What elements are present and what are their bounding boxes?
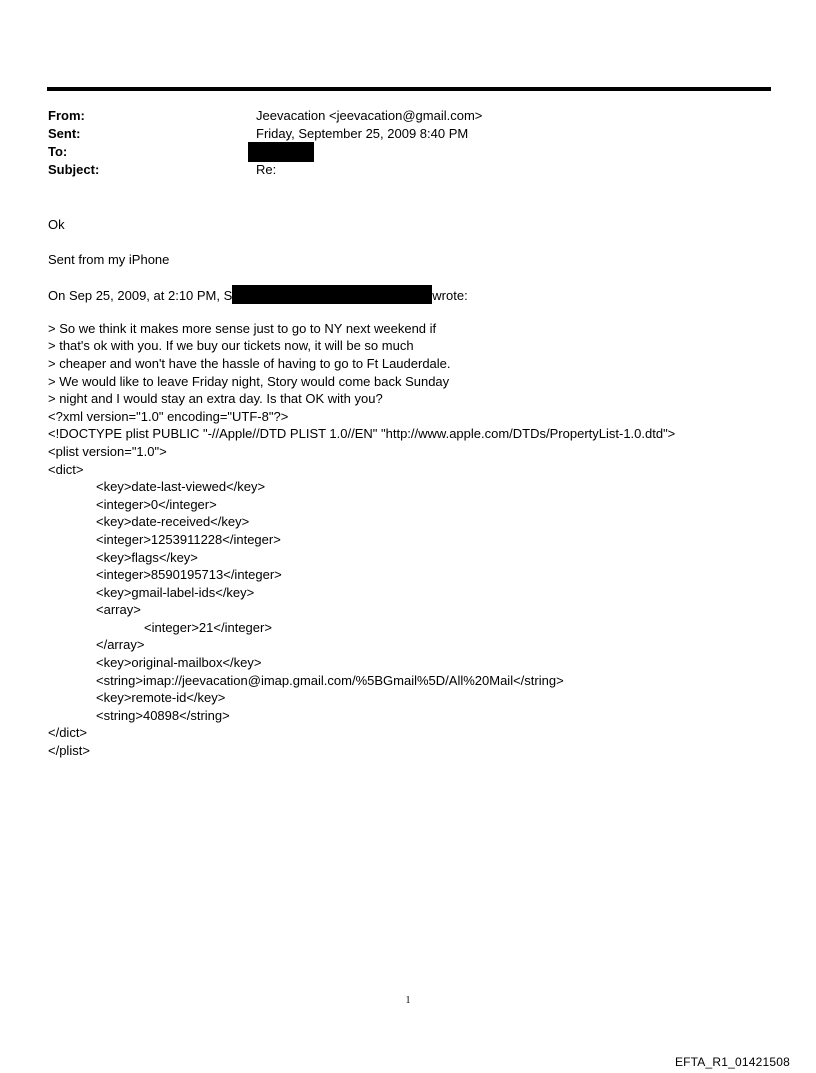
plist-metadata xyxy=(48,408,788,760)
email-header xyxy=(48,107,748,179)
plist-line: <!DOCTYPE plist PUBLIC "-//Apple//DTD PLIST 1.0//EN" "http://www.apple.com/DTDs/PropertyList-1.0.dtd"> xyxy=(48,426,676,442)
plist-line: <plist version="1.0"> xyxy=(48,443,167,459)
attribution-suffix: wrote: xyxy=(432,288,468,304)
from-row xyxy=(48,107,748,125)
quoted-line: > night and I would stay an extra day. Is that OK with you? xyxy=(48,391,383,407)
quoted-line: > We would like to leave Friday night, Story would come back Sunday xyxy=(48,373,450,389)
subject-value: Re: xyxy=(256,162,277,177)
quoted-line: > cheaper and won't have the hassle of having to go to Ft Lauderdale. xyxy=(48,355,451,371)
sent-label: Sent: xyxy=(48,126,81,141)
attribution-prefix: On Sep 25, 2009, at 2:10 PM, S xyxy=(48,288,233,304)
plist-line: </plist> xyxy=(48,743,90,759)
plist-line: <integer>8590195713</integer> xyxy=(96,567,282,583)
plist-line: <key>date-received</key> xyxy=(96,514,250,530)
from-value: Jeevacation <jeevacation@gmail.com> xyxy=(256,108,483,123)
plist-line: <?xml version="1.0" encoding="UTF-8"?> xyxy=(48,408,289,424)
redaction-box-recipient xyxy=(248,142,314,162)
to-row xyxy=(48,143,748,161)
plist-line: <array> xyxy=(96,602,141,618)
email-body xyxy=(48,216,788,760)
signature-text: Sent from my iPhone xyxy=(48,251,170,267)
plist-line: <integer>0</integer> xyxy=(96,496,217,512)
document-id: EFTA_R1_01421508 xyxy=(674,1055,790,1069)
plist-line: <key>flags</key> xyxy=(96,549,198,565)
quote-attribution xyxy=(48,285,788,303)
header-divider xyxy=(47,87,771,91)
plist-line: <integer>1253911228</integer> xyxy=(96,531,281,547)
from-label: From: xyxy=(48,108,85,123)
plist-line: <string>40898</string> xyxy=(96,707,230,723)
page-number: 1 xyxy=(405,995,411,1006)
sent-value: Friday, September 25, 2009 8:40 PM xyxy=(256,126,469,141)
redaction-box-sender xyxy=(232,285,432,304)
subject-label: Subject: xyxy=(48,162,100,177)
plist-line: </array> xyxy=(96,637,145,653)
subject-row xyxy=(48,161,748,179)
reply-text: Ok xyxy=(48,217,65,232)
plist-line: <key>date-last-viewed</key> xyxy=(96,479,266,495)
sent-row xyxy=(48,125,748,143)
plist-line: <key>gmail-label-ids</key> xyxy=(96,584,255,600)
quoted-line: > So we think it makes more sense just to go to NY next weekend if xyxy=(48,320,437,336)
to-label: To: xyxy=(48,144,68,159)
quoted-line: > that's ok with you. If we buy our tickets now, it will be so much xyxy=(48,338,414,354)
plist-line: <string>imap://jeevacation@imap.gmail.com/%5BGmail%5D/All%20Mail</string> xyxy=(96,672,564,688)
plist-line: <key>remote-id</key> xyxy=(96,690,226,706)
plist-line: <key>original-mailbox</key> xyxy=(96,655,262,671)
plist-line: <dict> xyxy=(48,461,84,477)
quoted-message xyxy=(48,320,788,408)
plist-line: </dict> xyxy=(48,725,88,741)
plist-line: <integer>21</integer> xyxy=(144,619,272,635)
